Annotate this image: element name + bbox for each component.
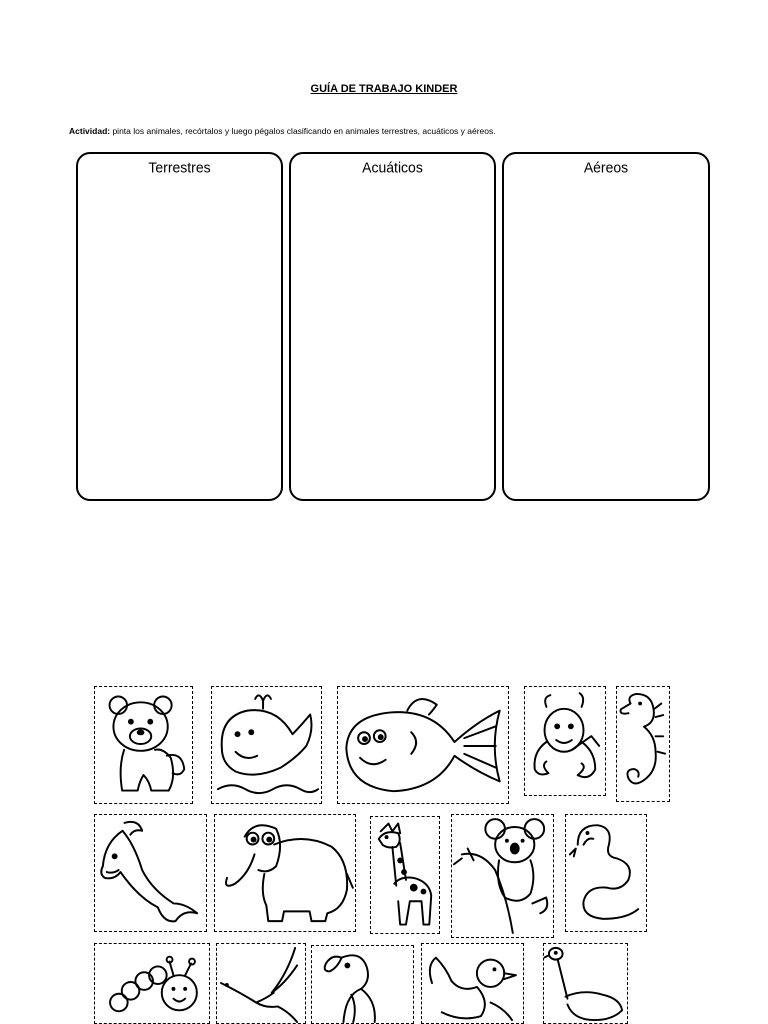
ostrich-icon [544,944,627,1023]
animal-card-seahorse[interactable] [616,686,670,802]
whale-icon [212,687,321,803]
animal-card-crab[interactable] [524,686,606,796]
crab-icon [525,687,605,795]
animal-card-eagle[interactable] [216,943,306,1024]
category-label-aereos: Aéreos [583,158,629,176]
animal-card-ostrich[interactable] [543,943,628,1024]
animal-card-caterpillar[interactable] [94,943,210,1024]
fish-icon [338,687,508,803]
snake-icon [566,815,646,931]
page-title: GUÍA DE TRABAJO KINDER [310,83,458,95]
category-box-terrestres[interactable] [76,152,283,501]
animal-card-dolphin[interactable] [94,814,207,932]
activity-text: pinta los animales, recórtalos y luego pégalos clasificando en animales terrestres, acuáticos y aéreos. [110,126,496,136]
activity-label: Actividad: [69,126,111,136]
seahorse-icon [617,687,669,801]
eagle-icon [217,944,305,1023]
parrot-icon [312,946,413,1023]
caterpillar-icon [95,944,209,1023]
bear-icon [95,687,192,803]
animal-card-koala[interactable] [451,814,554,938]
activity-instructions [69,126,709,136]
elephant-icon [215,815,355,931]
animal-card-bear[interactable] [94,686,193,804]
animal-card-parrot[interactable] [311,945,414,1024]
category-box-aereos[interactable] [502,152,710,501]
animal-card-giraffe[interactable] [370,816,440,934]
animal-card-elephant[interactable] [214,814,356,932]
category-label-acuaticos: Acuáticos [362,158,423,176]
koala-icon [452,815,553,937]
bird-icon [422,944,523,1023]
dolphin-icon [95,815,206,931]
category-label-terrestres: Terrestres [148,158,211,176]
animal-card-whale[interactable] [211,686,322,804]
animal-card-fish[interactable] [337,686,509,804]
category-box-acuaticos[interactable] [289,152,496,501]
animal-card-snake[interactable] [565,814,647,932]
animal-card-bird[interactable] [421,943,524,1024]
giraffe-icon [371,817,439,933]
